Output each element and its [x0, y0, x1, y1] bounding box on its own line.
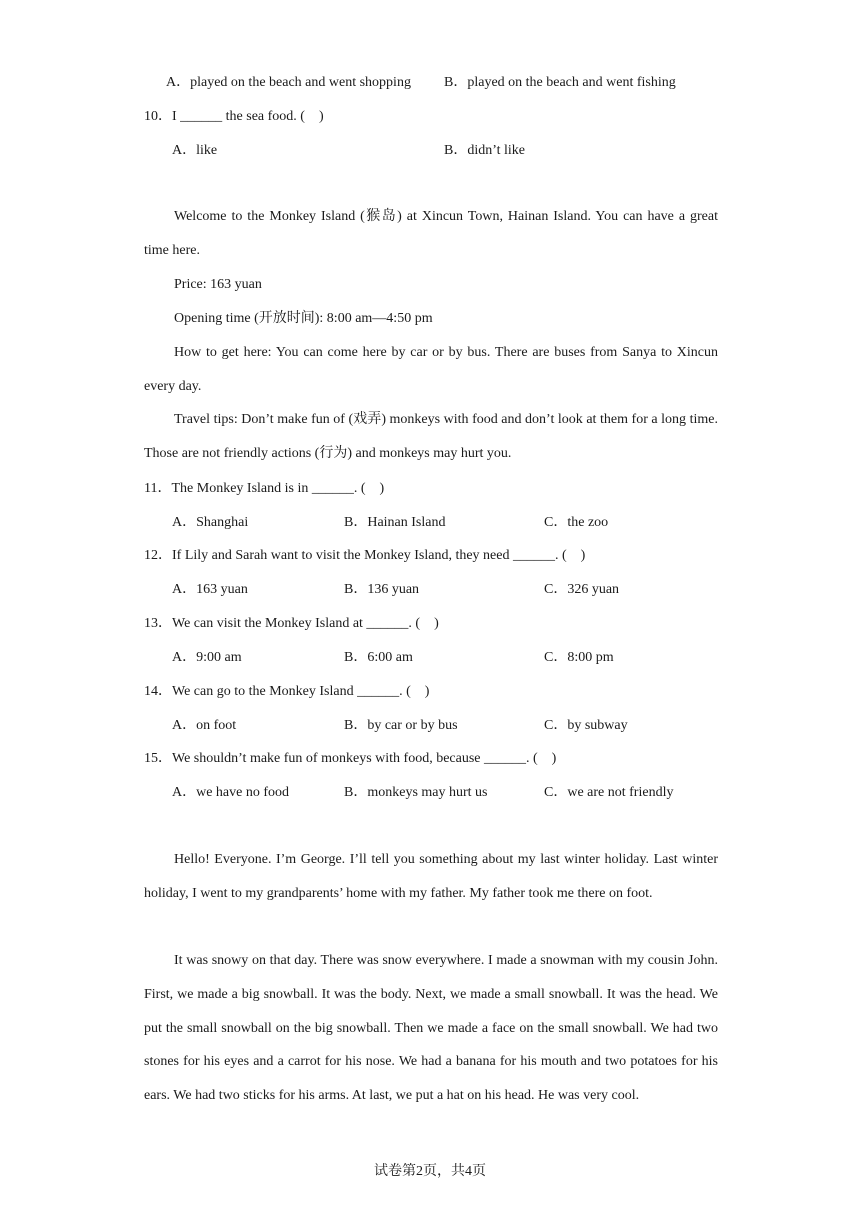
- passage2-opening-time: Opening time (开放时间): 8:00 am—4:50 pm: [174, 311, 433, 326]
- passage3-paragraph-1: Hello! Everyone. I’m George. I’ll tell you something about my last winter holiday. Last winter holiday, I went to my grandparents’ home with my father. My father took me there on foot.: [144, 852, 718, 901]
- q11-stem: 11．The Monkey Island is in ______. ( ): [144, 481, 385, 496]
- q15-option-a[interactable]: A．we have no food: [172, 785, 290, 800]
- page-footer: 试卷第2页，共4页: [374, 1164, 486, 1179]
- q14-option-b[interactable]: B．by car or by bus: [344, 718, 458, 733]
- q15-option-c[interactable]: C．we are not friendly: [544, 785, 674, 800]
- q11-option-b[interactable]: B．Hainan Island: [344, 515, 446, 530]
- q14-option-a[interactable]: A．on foot: [172, 718, 237, 733]
- q15-option-b[interactable]: B．monkeys may hurt us: [344, 785, 488, 800]
- q13-option-a[interactable]: A．9:00 am: [172, 650, 242, 665]
- q10-stem: 10．I ______ the sea food. ( ): [144, 109, 324, 124]
- q13-stem: 13．We can visit the Monkey Island at ______. ( ): [144, 616, 439, 631]
- q15-stem: 15．We shouldn’t make fun of monkeys with food, because ______. ( ): [144, 751, 557, 766]
- q13-option-c[interactable]: C．8:00 pm: [544, 650, 614, 665]
- q10-option-a[interactable]: A．like: [172, 143, 218, 158]
- passage2-how-to-get: How to get here: You can come here by car or by bus. There are buses from Sanya to Xincun every day.: [144, 345, 718, 394]
- q12-option-c[interactable]: C．326 yuan: [544, 582, 620, 597]
- passage2-price: Price: 163 yuan: [174, 277, 262, 292]
- q14-option-c[interactable]: C．by subway: [544, 718, 628, 733]
- passage3-paragraph-2: It was snowy on that day. There was snow everywhere. I made a snowman with my cousin John. First, we made a big snowball. It was the body. Next, we made a small snowball. It was the head. We put the small snowball on the big snowball. Then we made a face on the small snowball. We had two stones for his eyes and a carrot for his nose. We had a banana for his mouth and two potatoes for his ears. We had two sticks for his arms. At last, we put a hat on his head. He was very cool.: [144, 953, 718, 1104]
- q13-option-b[interactable]: B．6:00 am: [344, 650, 413, 665]
- q12-stem: 12．If Lily and Sarah want to visit the Monkey Island, they need ______. ( ): [144, 548, 586, 563]
- q11-option-c[interactable]: C．the zoo: [544, 515, 609, 530]
- q9-option-a[interactable]: A．played on the beach and went shopping: [166, 75, 411, 90]
- passage2-travel-tips: Travel tips: Don’t make fun of (戏弄) monkeys with food and don’t look at them for a long time. Those are not friendly actions (行为) and monkeys may hurt you.: [144, 412, 718, 461]
- q11-option-a[interactable]: A．Shanghai: [172, 515, 249, 530]
- passage2-intro: Welcome to the Monkey Island (猴岛) at Xincun Town, Hainan Island. You can have a great time here.: [144, 209, 718, 258]
- q10-option-b[interactable]: B．didn’t like: [444, 143, 526, 158]
- q14-stem: 14．We can go to the Monkey Island ______. ( ): [144, 684, 430, 699]
- q12-option-b[interactable]: B．136 yuan: [344, 582, 420, 597]
- q9-option-b[interactable]: B．played on the beach and went fishing: [444, 75, 676, 90]
- q12-option-a[interactable]: A．163 yuan: [172, 582, 248, 597]
